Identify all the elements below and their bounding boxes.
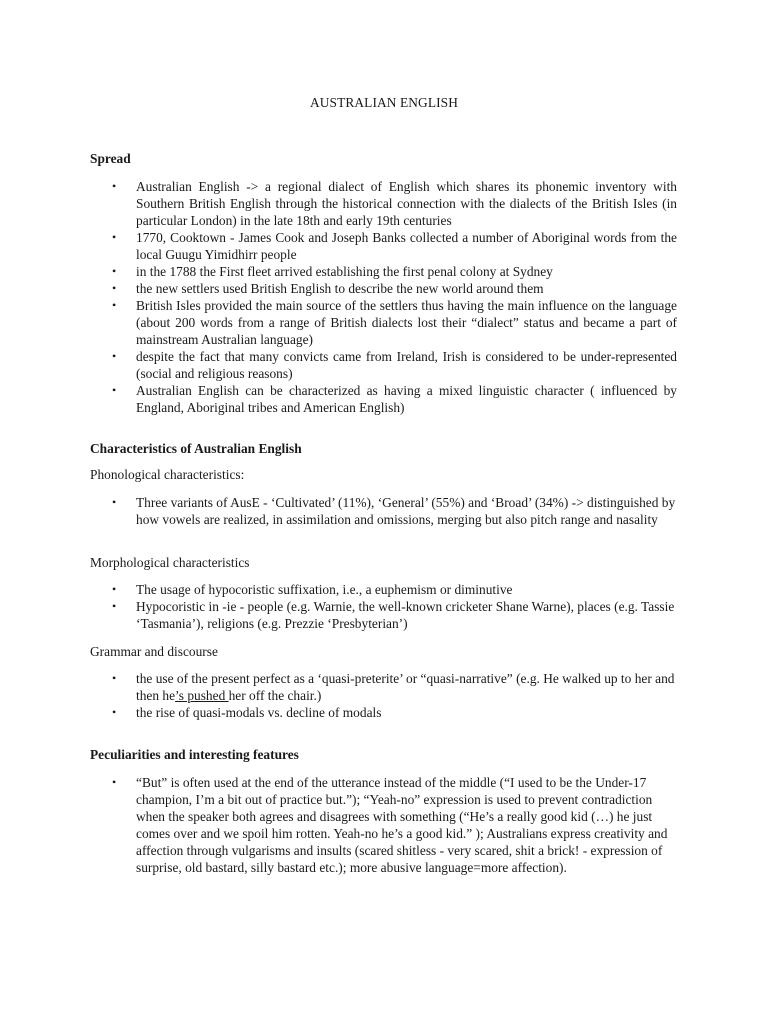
underlined-text: ’s pushed (175, 688, 229, 703)
list-item (90, 704, 677, 721)
grammar-text-before: the use of the present perfect as a ‘quasi-preterite’ or “quasi-narrative” (e.g. He walked up to her and then he (136, 671, 675, 703)
bullet-glyph: • (112, 349, 117, 363)
bullet-glyph: • (112, 705, 117, 719)
list-item (90, 178, 677, 229)
spread-list (90, 178, 677, 416)
list-item-text: the new settlers used British English to describe the new world around them (136, 281, 544, 296)
morphological-list (90, 581, 677, 632)
bullet-glyph: • (112, 383, 117, 397)
list-item (90, 774, 677, 876)
bullet-glyph: • (112, 671, 117, 685)
grammar-list (90, 670, 677, 721)
section-heading-characteristics: Characteristics of Australian English (90, 441, 302, 456)
bullet-glyph: • (112, 281, 117, 295)
list-item (90, 598, 677, 632)
list-item-text: Three variants of AusE - ‘Cultivated’ (11%), ‘General’ (55%) and ‘Broad’ (34%) -> distinguished by how vowels are realized, in assimilation and omissions, merging but also pitch range and nasality (136, 495, 676, 527)
list-item (90, 494, 677, 528)
list-item-text: in the 1788 the First fleet arrived establishing the first penal colony at Sydney (136, 264, 553, 279)
section-heading-spread: Spread (90, 151, 131, 166)
section-heading-peculiarities: Peculiarities and interesting features (90, 747, 299, 762)
list-item-text: Australian English can be characterized as having a mixed linguistic character ( influenced by England, Aboriginal tribes and American English) (136, 383, 677, 415)
list-item-text: The usage of hypocoristic suffixation, i.e., a euphemism or diminutive (136, 582, 513, 597)
phonological-list (90, 494, 677, 528)
subheading-grammar: Grammar and discourse (90, 644, 218, 659)
bullet-glyph: • (112, 775, 117, 789)
bullet-glyph: • (112, 582, 117, 596)
list-item (90, 581, 677, 598)
list-item-text: Australian English -> a regional dialect of English which shares its phonemic inventory with Southern British English through the historical connection with the dialects of the British Isles (in particular London) in the late 18th and early 19th centuries (136, 179, 677, 228)
list-item-text: Hypocoristic in -ie - people (e.g. Warnie, the well-known cricketer Shane Warne), places (e.g. Tassie ‘Tasmania’), religions (e.g. Prezzie ‘Presbyterian’) (136, 599, 675, 631)
document-title: AUSTRALIAN ENGLISH (310, 95, 458, 110)
subheading-phonological: Phonological characteristics: (90, 467, 245, 482)
list-item-text: 1770, Cooktown - James Cook and Joseph Banks collected a number of Aboriginal words from the local Guugu Yimidhirr people (136, 230, 677, 262)
list-item (90, 280, 677, 297)
list-item-text: despite the fact that many convicts came from Ireland, Irish is considered to be under-represented (social and religious reasons) (136, 349, 677, 381)
bullet-glyph: • (112, 298, 117, 312)
bullet-glyph: • (112, 179, 117, 193)
bullet-glyph: • (112, 264, 117, 278)
bullet-glyph: • (112, 495, 117, 509)
list-item-text (136, 671, 674, 703)
list-item-text: the rise of quasi-modals vs. decline of modals (136, 705, 382, 720)
list-item (90, 297, 677, 348)
list-item (90, 382, 677, 416)
subheading-morphological: Morphological characteristics (90, 555, 250, 570)
bullet-glyph: • (112, 599, 117, 613)
list-item-text: British Isles provided the main source of the settlers thus having the main influence on the language (about 200 words from a range of British dialects lost their “dialect” status and became a part of mainstream Australian language) (136, 298, 677, 347)
list-item (90, 263, 677, 280)
bullet-glyph: • (112, 230, 117, 244)
list-item (90, 670, 677, 704)
list-item-text: “But” is often used at the end of the utterance instead of the middle (“I used to be the Under-17 champion, I’m a bit out of practice but.”); “Yeah-no” expression is used to prevent contradiction when the speaker both agrees and disagrees with something (“He’s a really good kid (…) he just comes over and we spoil him rotten. Yeah-no he’s a good kid.” ); Australians express creativity and affection through vulgarisms and insults (scared shitless - very scared, shit a brick! - expression of surprise, old bastard, silly bastard etc.); more abusive language=more affection). (136, 775, 668, 875)
grammar-text-after: her off the chair.) (228, 688, 322, 703)
peculiarities-list (90, 774, 677, 876)
list-item (90, 229, 677, 263)
list-item (90, 348, 677, 382)
